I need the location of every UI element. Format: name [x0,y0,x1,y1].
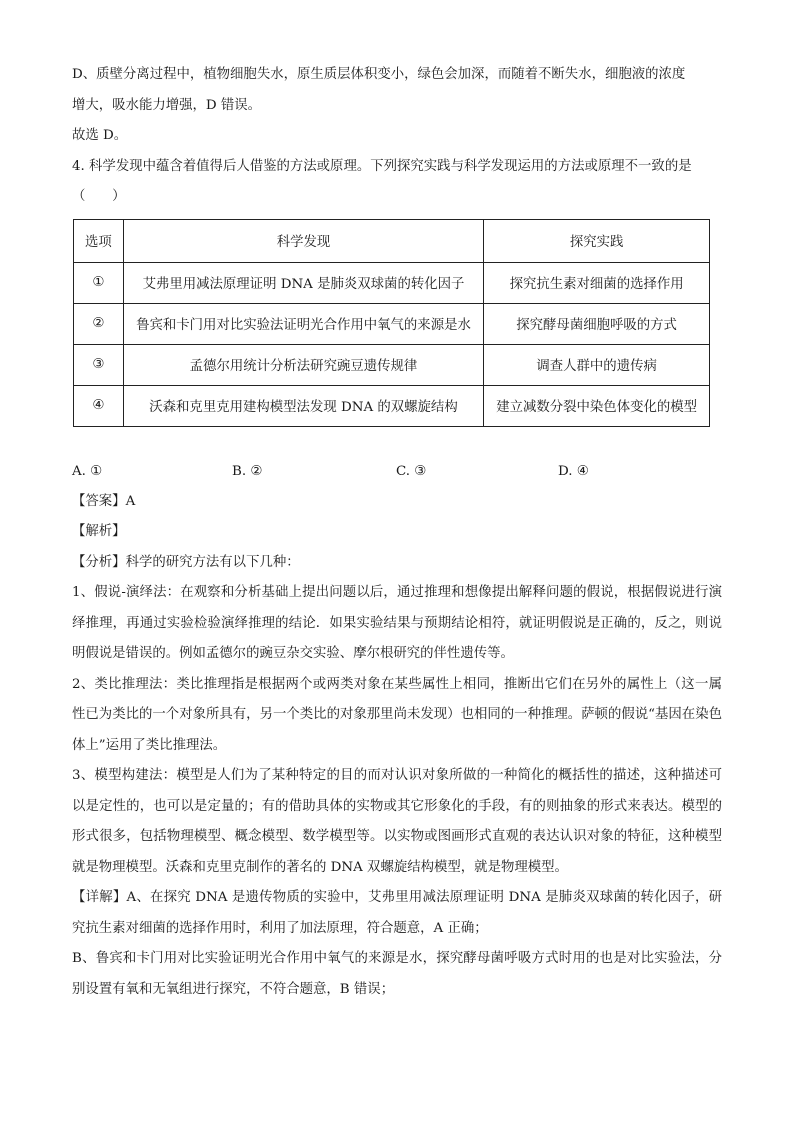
choices-table [73,219,710,427]
table-row [74,385,710,426]
intro-line-1: D、质壁分离过程中，植物细胞失水，原生质层体积变小，绿色会加深，而随着不断失水，细胞液的浓度 [72,67,686,82]
intro-conclusion: 故选 D。 [72,128,128,143]
detail-a [72,883,722,944]
header-discovery: 科学发现 [123,219,483,262]
analysis-paragraph-2: 2、类比推理法：类比推理指是根据两个或两类对象在某些属性上相同，推断出它们在另外的属性上（这一属性已为类比的一个对象所具有，另一个类比的对象那里尚未发现）也相同的一种推理。萨顿的假说“基因在染色体上”运用了类比推理法。 [72,676,722,753]
analysis-paragraph-1: 1、假说-演绎法：在观察和分析基础上提出问题以后，通过推理和想像提出解释问题的假说，根据假说进行演绎推理，再通过实验检验演绎推理的结论．如果实验结果与预期结论相符，就证明假说是正确的，反之，则说明假说是错误的。例如孟德尔的豌豆杂交实验、摩尔根研究的伴性遗传等。 [72,585,722,661]
answer-line [72,487,722,518]
answer-label: 【答案】 [72,493,126,509]
analysis-intro-line [72,548,722,579]
detail-b: B、鲁宾和卡门用对比实验证明光合作用中氧气的来源是水，探究酵母菌呼吸方式时用的也是对比实验法，分别设置有氧和无氧组进行探究，不符合题意，B 错误； [72,951,722,997]
answer-value: A [125,493,136,509]
analysis-intro: 科学的研究方法有以下几种： [125,554,300,570]
answer-options [72,457,722,487]
row-discovery: 鲁宾和卡门用对比实验法证明光合作用中氧气的来源是水 [123,303,483,344]
document-page [72,60,722,1005]
table-row [74,344,710,385]
question-stem: 4. 科学发现中蕴含着值得后人借鉴的方法或原理。下列探究实践与科学发现运用的方法或原理不一致的是 [72,158,692,174]
header-option: 选项 [74,219,124,262]
row-option: ① [74,262,124,303]
row-option: ③ [74,344,124,385]
option-d: D. ④ [558,463,589,479]
option-a: A. ① [72,463,103,479]
row-discovery: 孟德尔用统计分析法研究豌豆遗传规律 [123,344,483,385]
detail-a-text: A、在探究 DNA 是遗传物质的实验中，艾弗里用减法原理证明 DNA 是肺炎双球菌的转化因子，研究抗生素对细菌的选择作用时，利用了加法原理，符合题意，A 正确； [72,890,723,936]
row-option: ② [74,303,124,344]
intro-line-2: 增大，吸水能力增强，D 错误。 [72,97,262,113]
analysis-heading: 【解析】 [72,524,126,539]
row-practice: 探究抗生素对细菌的选择作用 [484,262,710,303]
row-option: ④ [74,385,124,426]
row-discovery: 沃森和克里克用建构模型法发现 DNA 的双螺旋结构 [123,385,483,426]
option-b: B. ② [232,463,263,479]
header-practice: 探究实践 [484,219,710,262]
analysis-label: 【分析】 [72,554,126,570]
table-row [74,262,710,303]
row-practice: 建立减数分裂中染色体变化的模型 [484,385,710,426]
row-discovery: 艾弗里用减法原理证明 DNA 是肺炎双球菌的转化因子 [123,262,483,303]
table-row [74,303,710,344]
question-blank: （ ） [72,189,126,204]
table-header-row [74,219,710,262]
option-c: C. ③ [396,463,427,479]
row-practice: 探究酵母菌细胞呼吸的方式 [484,303,710,344]
row-practice: 调查人群中的遗传病 [484,344,710,385]
detail-label: 【详解】 [72,890,127,905]
analysis-paragraph-3: 3、模型构建法：模型是人们为了某种特定的目的而对认识对象所做的一种简化的概括性的描述，这种描述可以是定性的，也可以是定量的；有的借助具体的实物或其它形象化的手段，有的则抽象的形式来表达。模型的形式很多，包括物理模型、概念模型、数学模型等。以实物或图画形式直观的表达认识对象的特征，这种模型就是物理模型。沃森和克里克制作的著名的 DNA 双螺旋结构模型，就是物理模型。 [72,768,722,875]
